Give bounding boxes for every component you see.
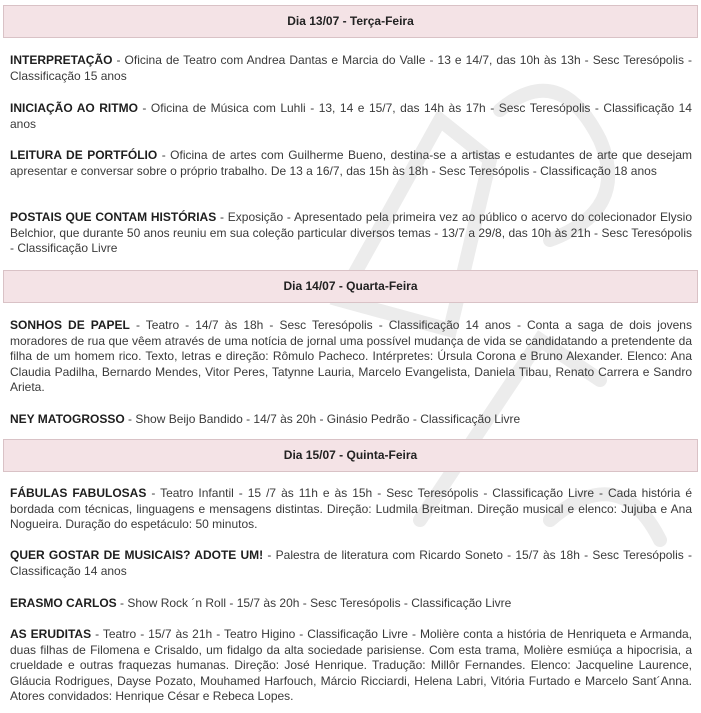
day-header-13: Dia 13/07 - Terça-Feira	[3, 5, 698, 38]
event-entry	[10, 53, 692, 84]
event-description: - Oficina de Teatro com Andrea Dantas e Marcia do Valle - 13 e 14/7, das 10h às 13h - Sesc Teresópolis - Classificação 15 anos	[10, 53, 692, 83]
event-title: SONHOS DE PAPEL	[10, 318, 130, 332]
event-title: POSTAIS QUE CONTAM HISTÓRIAS	[10, 210, 217, 224]
event-description: - Palestra de literatura com Ricardo Soneto - 15/7 às 18h - Sesc Teresópolis - Classificação 14 anos	[10, 548, 692, 578]
event-title: INICIAÇÃO AO RITMO	[10, 101, 138, 115]
event-description: - Teatro - 15/7 às 21h - Teatro Higino - Classificação Livre - Molière conta a história de Henriqueta e Armanda, duas filhas de Filomena e Crisaldo, um fidalgo da alta sociedade parisiense. Com esta trama, Molière esmiúça a hipocrisia, a crueldade e outras fraquezas humanas. Direção: José Henrique. Tradução: Millôr Fernandes. Elenco: Jacqueline Laurence, Gláucia Rodrigues, Dayse Pozato, Mouhamed Harfouch, Márcio Ricciardi, Helena Labri, Vitória Furtado e Marcelo Sant´Anna. Atores convidados: Henrique César e Rebeca Lopes.	[10, 627, 693, 703]
event-entry	[10, 148, 692, 179]
event-title: QUER GOSTAR DE MUSICAIS? ADOTE UM!	[10, 548, 264, 562]
event-title: FÁBULAS FABULOSAS	[10, 486, 147, 500]
day-header-14: Dia 14/07 - Quarta-Feira	[3, 270, 698, 303]
event-description: - Show Rock ´n Roll - 15/7 às 20h - Sesc Teresópolis - Classificação Livre	[116, 596, 512, 610]
day-header-15: Dia 15/07 - Quinta-Feira	[3, 439, 698, 472]
event-entry	[10, 548, 692, 579]
event-description: - Oficina de Música com Luhli - 13, 14 e 15/7, das 14h às 17h - Sesc Teresópolis - Classificação 14 anos	[10, 101, 692, 131]
event-entry	[10, 596, 692, 612]
event-description: - Oficina de artes com Guilherme Bueno, destina-se a artistas e estudantes de arte que desejam apresentar e conversar sobre o próprio trabalho. De 13 a 16/7, das 15h às 18h - Sesc Teresópolis - Classificação 18 anos	[10, 148, 692, 178]
event-description: - Exposição - Apresentado pela primeira vez ao público o acervo do colecionador Elysio Belchior, que durante 50 anos reuniu em sua coleção particular diversos temas - 13/7 a 29/8, das 10h às 21h - Sesc Teresópolis - Classificação Livre	[10, 210, 693, 255]
event-entry	[10, 412, 692, 428]
event-description: - Teatro - 14/7 às 18h - Sesc Teresópolis - Classificação 14 anos - Conta a saga de dois jovens moradores de rua que vêem através de uma notícia de jornal uma possível mudança de vida se candidatando a pretendente da filha de um homem rico. Texto, letras e direção: Rômulo Pacheco. Intérpretes: Úrsula Corona e Bruno Alexander. Elenco: Ana Claudia Padilha, Bernardo Mendes, Vitor Peres, Tatynne Lauria, Marcelo Evangelista, Daniela Tibau, Renato Carrera e Sandro Arieta.	[10, 318, 692, 394]
event-title: INTERPRETAÇÃO	[10, 53, 113, 67]
event-entry	[10, 486, 692, 533]
event-entry	[10, 210, 692, 257]
event-title: AS ERUDITAS	[10, 627, 92, 641]
event-entry	[10, 318, 692, 396]
event-entry	[10, 101, 692, 132]
event-description: - Show Beijo Bandido - 14/7 às 20h - Ginásio Pedrão - Classificação Livre	[124, 412, 521, 426]
event-title: NEY MATOGROSSO	[10, 412, 125, 426]
event-description: - Teatro Infantil - 15 /7 às 11h e às 15h - Sesc Teresópolis - Classificação Livre - Cada história é bordada com técnicas, linguagens e mensagens distintas. Direção: Ludmila Breitman. Direção musical e elenco: Jujuba e Ana Nogueira. Duração do espetáculo: 50 minutos.	[10, 486, 692, 531]
event-title: ERASMO CARLOS	[10, 596, 117, 610]
event-title: LEITURA DE PORTFÓLIO	[10, 148, 158, 162]
event-entry	[10, 627, 692, 705]
